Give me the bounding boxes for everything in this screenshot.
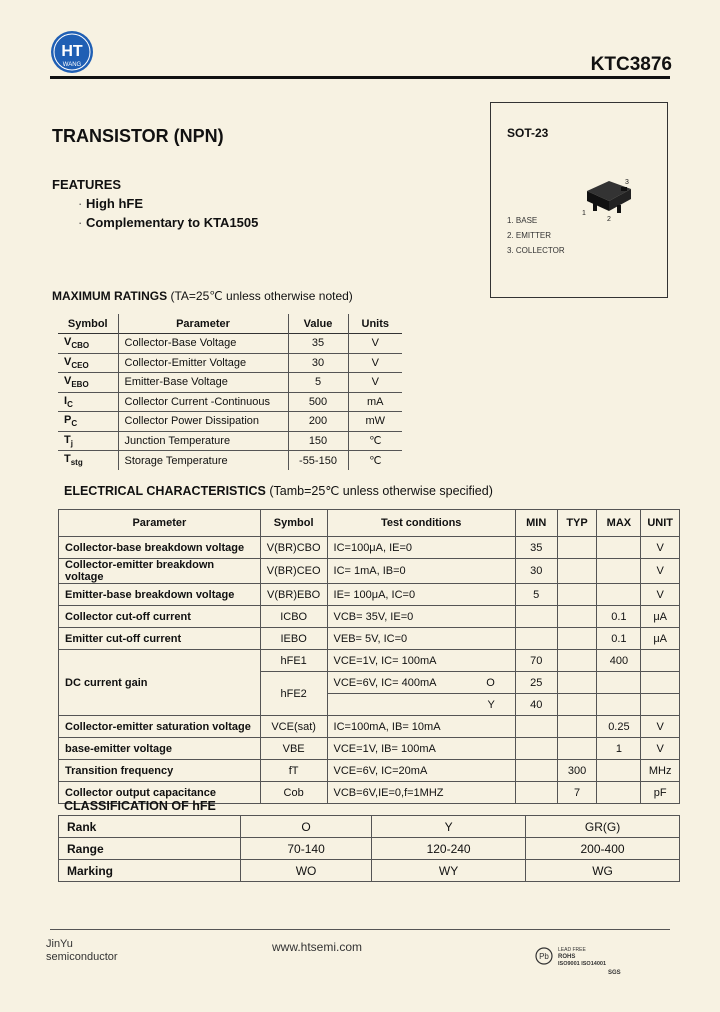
parameter-cell: Collector-Emitter Voltage (118, 353, 288, 373)
parameter-cell: Storage Temperature (118, 451, 288, 471)
table-row (58, 412, 402, 432)
parameter-cell: Emitter-Base Voltage (118, 373, 288, 393)
symbol-cell: $T_j$ (58, 431, 118, 451)
value-cell: 35 (288, 334, 348, 354)
table-row: Y 40 (59, 694, 680, 716)
table-row: Collector-emitter saturation voltage VCE(sat) IC=100mA, IB= 10mA 0.25 V (59, 716, 680, 738)
pin-label: 3. COLLECTOR (507, 246, 565, 255)
parameter-cell: Collector-Base Voltage (118, 334, 288, 354)
page-title: TRANSISTOR (NPN) (52, 126, 224, 146)
package-name: SOT-23 (507, 126, 549, 140)
table-row (58, 392, 402, 412)
unit-cell: V (348, 373, 402, 393)
features-heading: FEATURES (52, 177, 122, 192)
electrical-table: Parameter Symbol Test conditions MIN TYP MAX UNIT Collector-base breakdown voltage V(BR)CBO IC=100μA, IE=0 35 V Collector-emitter breakdown voltage V(BR)CEO IC= 1mA, IB=0 30 V Emitter-base breakdown voltage V(BR)EBO IE= 100μA, IC=0 5 V Collector cut-off current ICBO VCB= 35V, IE=0 0.1 μA Emitter cut-off current IEBO VEB= 5V, IC=0 0.1 μA DC current gain hFE1 VCE=1V, IC= 100mA 70 400 hFE2 VCE=6V, IC= 400mA O 25 Y 40 Collector-emitter saturation voltage VCE(sat) IC=100mA, IB= 10mA 0.25 V base-emitter voltage VBE VCE=1V, IB= 100mA 1 V Transition frequency fT VCE=6V, IC=20mA 300 MHz Collector output capacitance Cob VCB=6V,IE=0,f=1MHZ 7 pF (58, 509, 680, 804)
part-number: KTC3876 (590, 54, 672, 75)
unit-cell: V (348, 353, 402, 373)
symbol-cell: $I_C$ (58, 392, 118, 412)
company-subname: semiconductor (46, 951, 118, 963)
svg-text:LEAD FREE: LEAD FREE (558, 947, 586, 953)
symbol-cell: $V_{CEO}$ (58, 353, 118, 373)
pin-number: 1 (582, 210, 586, 217)
table-row: hFE2 VCE=6V, IC= 400mA O 25 (59, 672, 680, 694)
classification-table (58, 815, 680, 882)
value-cell: 200 (288, 412, 348, 432)
website-link[interactable]: www.htsemi.com (272, 940, 363, 954)
svg-text:ISO9001 ISO14001: ISO9001 ISO14001 (558, 961, 607, 967)
table-row: Collector cut-off current ICBO VCB= 35V, IE=0 0.1 μA (59, 606, 680, 628)
table-row: base-emitter voltage VBE VCE=1V, IB= 100mA 1 V (59, 738, 680, 760)
table-row: Emitter cut-off current IEBO VEB= 5V, IC=0 0.1 μA (59, 628, 680, 650)
feature-item: · Complementary to KTA1505 (78, 215, 259, 230)
parameter-cell: Collector Power Dissipation (118, 412, 288, 432)
max-ratings-table: Symbol Parameter Value Units $V_{CBO}$ Collector-Base Voltage 35 V $V_{CEO}$ Collector-Emitter Voltage 30 V $V_{EBO}$ Emitter-Base Voltage 5 V $I_C$ Collector Current -Continuous 500 mA $P_C$ Collector Power Dissipation 200 mW $T_j$ Junction Temperature 150 ℃ $T_{stg}$ Storage Temperature -55-150 ℃ (58, 314, 402, 470)
table-row: Collector-base breakdown voltage V(BR)CBO IC=100μA, IE=0 35 V (59, 537, 680, 559)
unit-cell: V (348, 334, 402, 354)
certification-badges (534, 945, 659, 977)
unit-cell: ℃ (348, 451, 402, 471)
pin-label: 1. BASE (507, 216, 538, 225)
pin-number: 2 (607, 216, 611, 223)
table-row (58, 431, 402, 451)
unit-cell: ℃ (348, 431, 402, 451)
sot23-package-drawing (579, 173, 639, 223)
value-cell: 5 (288, 373, 348, 393)
pb-free-icon: Pb (539, 952, 549, 961)
table-row: Marking WO WY WG (59, 860, 680, 882)
value-cell: 500 (288, 392, 348, 412)
table-row: Range 70-140 120-240 200-400 (59, 838, 680, 860)
footer-rule (50, 929, 670, 930)
pin-number: 3 (625, 179, 629, 186)
logo-subtext: WANG (62, 62, 82, 68)
company-logo (50, 30, 94, 74)
symbol-cell: $P_C$ (58, 412, 118, 432)
svg-text:SGS: SGS (608, 970, 621, 976)
value-cell: 30 (288, 353, 348, 373)
table-row: DC current gain hFE1 VCE=1V, IC= 100mA 70 400 (59, 650, 680, 672)
table-row (58, 373, 402, 393)
table-row (58, 353, 402, 373)
symbol-cell: $V_{EBO}$ (58, 373, 118, 393)
table-row: Transition frequency fT VCE=6V, IC=20mA 300 MHz (59, 760, 680, 782)
value-cell: -55-150 (288, 451, 348, 471)
value-cell: 150 (288, 431, 348, 451)
table-row (58, 451, 402, 471)
table-row: Rank O Y GR(G) (59, 816, 680, 838)
parameter-cell: Junction Temperature (118, 431, 288, 451)
parameter-cell: Collector Current -Continuous (118, 392, 288, 412)
feature-item: · High hFE (78, 196, 143, 211)
unit-cell: mA (348, 392, 402, 412)
symbol-cell: $T_{stg}$ (58, 451, 118, 471)
pin-label: 2. EMITTER (507, 231, 552, 240)
classification-heading: CLASSIFICATION OF hFE (64, 799, 216, 813)
table-row: Emitter-base breakdown voltage V(BR)EBO IE= 100μA, IC=0 5 V (59, 584, 680, 606)
svg-text:ROHS: ROHS (558, 954, 576, 960)
max-ratings-heading: MAXIMUM RATINGS (TA=25℃ unless otherwise noted) (52, 289, 353, 303)
company-name: JinYu (46, 938, 73, 950)
table-row: Collector output capacitance Cob VCB=6V,IE=0,f=1MHZ 7 pF (59, 782, 680, 804)
package-box (490, 102, 668, 298)
unit-cell: mW (348, 412, 402, 432)
electrical-heading: ELECTRICAL CHARACTERISTICS (Tamb=25℃ unless otherwise specified) (64, 484, 493, 498)
table-row (58, 334, 402, 354)
logo-text: HT (61, 43, 83, 60)
symbol-cell: $V_{CBO}$ (58, 334, 118, 354)
table-row: Collector-emitter breakdown voltage V(BR)CEO IC= 1mA, IB=0 30 V (59, 559, 680, 584)
header-rule (50, 76, 670, 79)
